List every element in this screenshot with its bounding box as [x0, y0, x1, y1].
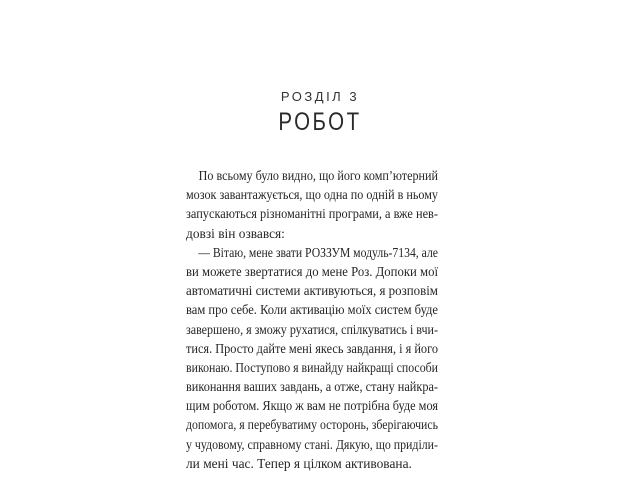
text-line: По всьому було видно, що його комп’ютерний: [198, 168, 438, 183]
text-line: ви можете звертатися до мене Роз. Допоки мої: [186, 263, 439, 279]
text-line: вам про себе. Коли активацію моїх систем буде: [186, 302, 438, 318]
text-line: допомога, я перебуватиму осторонь, зберігаючись: [186, 417, 439, 433]
text-line: мозок завантажується, що одна по одній в ньому: [186, 187, 438, 203]
text-line: довзі він озвався:: [186, 225, 285, 241]
text-line: запускаються різноманітні програми, а вже нев-: [186, 206, 439, 222]
text-line: автоматичні системи активуються, я розповім: [186, 283, 438, 299]
text-line: виконання ваших завдань, а отже, стану найкра-: [186, 379, 438, 395]
text-line: завершено, я зможу рухатися, спілкуватись і вчи-: [186, 321, 438, 337]
text-line: щим роботом. Якщо ж вам не потрібна буде моя: [186, 398, 439, 414]
text-line: ли мені час. Тепер я цілком активована.: [186, 455, 412, 471]
text-line: — Вітаю, мене звати РОЗЗУМ модуль-7134, але: [198, 244, 438, 260]
chapter-label: РОЗДІЛ 3: [280, 89, 360, 104]
text-line: у чудовому, справному стані. Дякую, що приділи-: [186, 436, 438, 452]
text-line: виконаю. Поступово я винайду найкращі способи: [186, 359, 439, 375]
body-text: [186, 166, 438, 473]
chapter-title: РОБОТ: [278, 108, 362, 136]
text-line: тися. Просто дайте мені якесь завдання, і я його: [186, 340, 439, 356]
